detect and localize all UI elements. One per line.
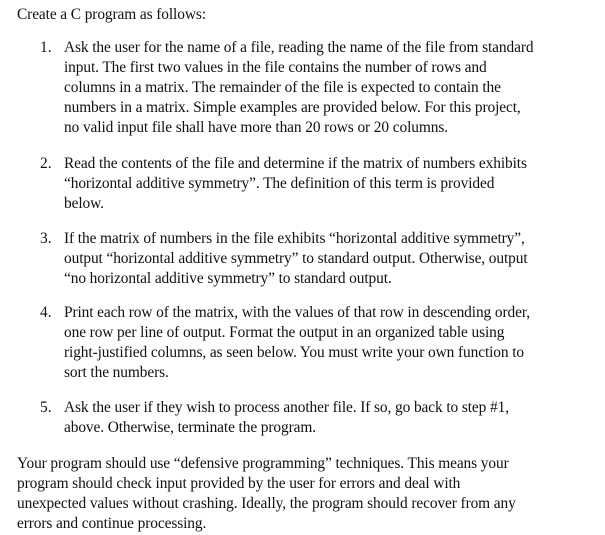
step-line: input. The first two values in the file contains the number of rows and (64, 59, 487, 76)
step-line: Ask the user for the name of a file, reading the name of the file from standard (64, 39, 534, 56)
step-line: below. (64, 195, 104, 212)
step-number: 5. (40, 399, 52, 416)
step-line: one row per line of output. Format the output in an organized table using (64, 324, 505, 341)
intro-text: Create a C program as follows: (17, 6, 206, 23)
closing-line: unexpected values without crashing. Ideally, the program should recover from any (17, 495, 516, 512)
step-line: numbers in a matrix. Simple examples are provided below. For this project, (64, 99, 521, 116)
step-line: sort the numbers. (64, 364, 169, 381)
step-number: 4. (40, 304, 52, 321)
step-line: output “horizontal additive symmetry” to standard output. Otherwise, output (64, 250, 528, 267)
step-number: 2. (40, 155, 52, 172)
step-line: columns in a matrix. The remainder of the file is expected to contain the (64, 79, 501, 96)
step-line: Ask the user if they wish to process another file. If so, go back to step #1, (64, 399, 509, 416)
step-line: Read the contents of the file and determine if the matrix of numbers exhibits (64, 155, 527, 172)
step-line: Print each row of the matrix, with the values of that row in descending order, (64, 304, 530, 321)
step-line: right-justified columns, as seen below. You must write your own function to (64, 344, 525, 361)
closing-line: errors and continue processing. (17, 515, 207, 532)
step-line: above. Otherwise, terminate the program. (64, 419, 316, 436)
closing-line: program should check input provided by the user for errors and deal with (17, 475, 461, 492)
closing-line: Your program should use “defensive programming” techniques. This means your (17, 455, 509, 472)
step-number: 1. (40, 39, 52, 56)
step-line: “horizontal additive symmetry”. The definition of this term is provided (64, 175, 495, 192)
step-line: no valid input file shall have more than 20 rows or 20 columns. (64, 119, 448, 136)
step-number: 3. (40, 230, 52, 247)
step-line: If the matrix of numbers in the file exhibits “horizontal additive symmetry”, (64, 230, 525, 247)
step-line: “no horizontal additive symmetry” to standard output. (64, 270, 392, 287)
